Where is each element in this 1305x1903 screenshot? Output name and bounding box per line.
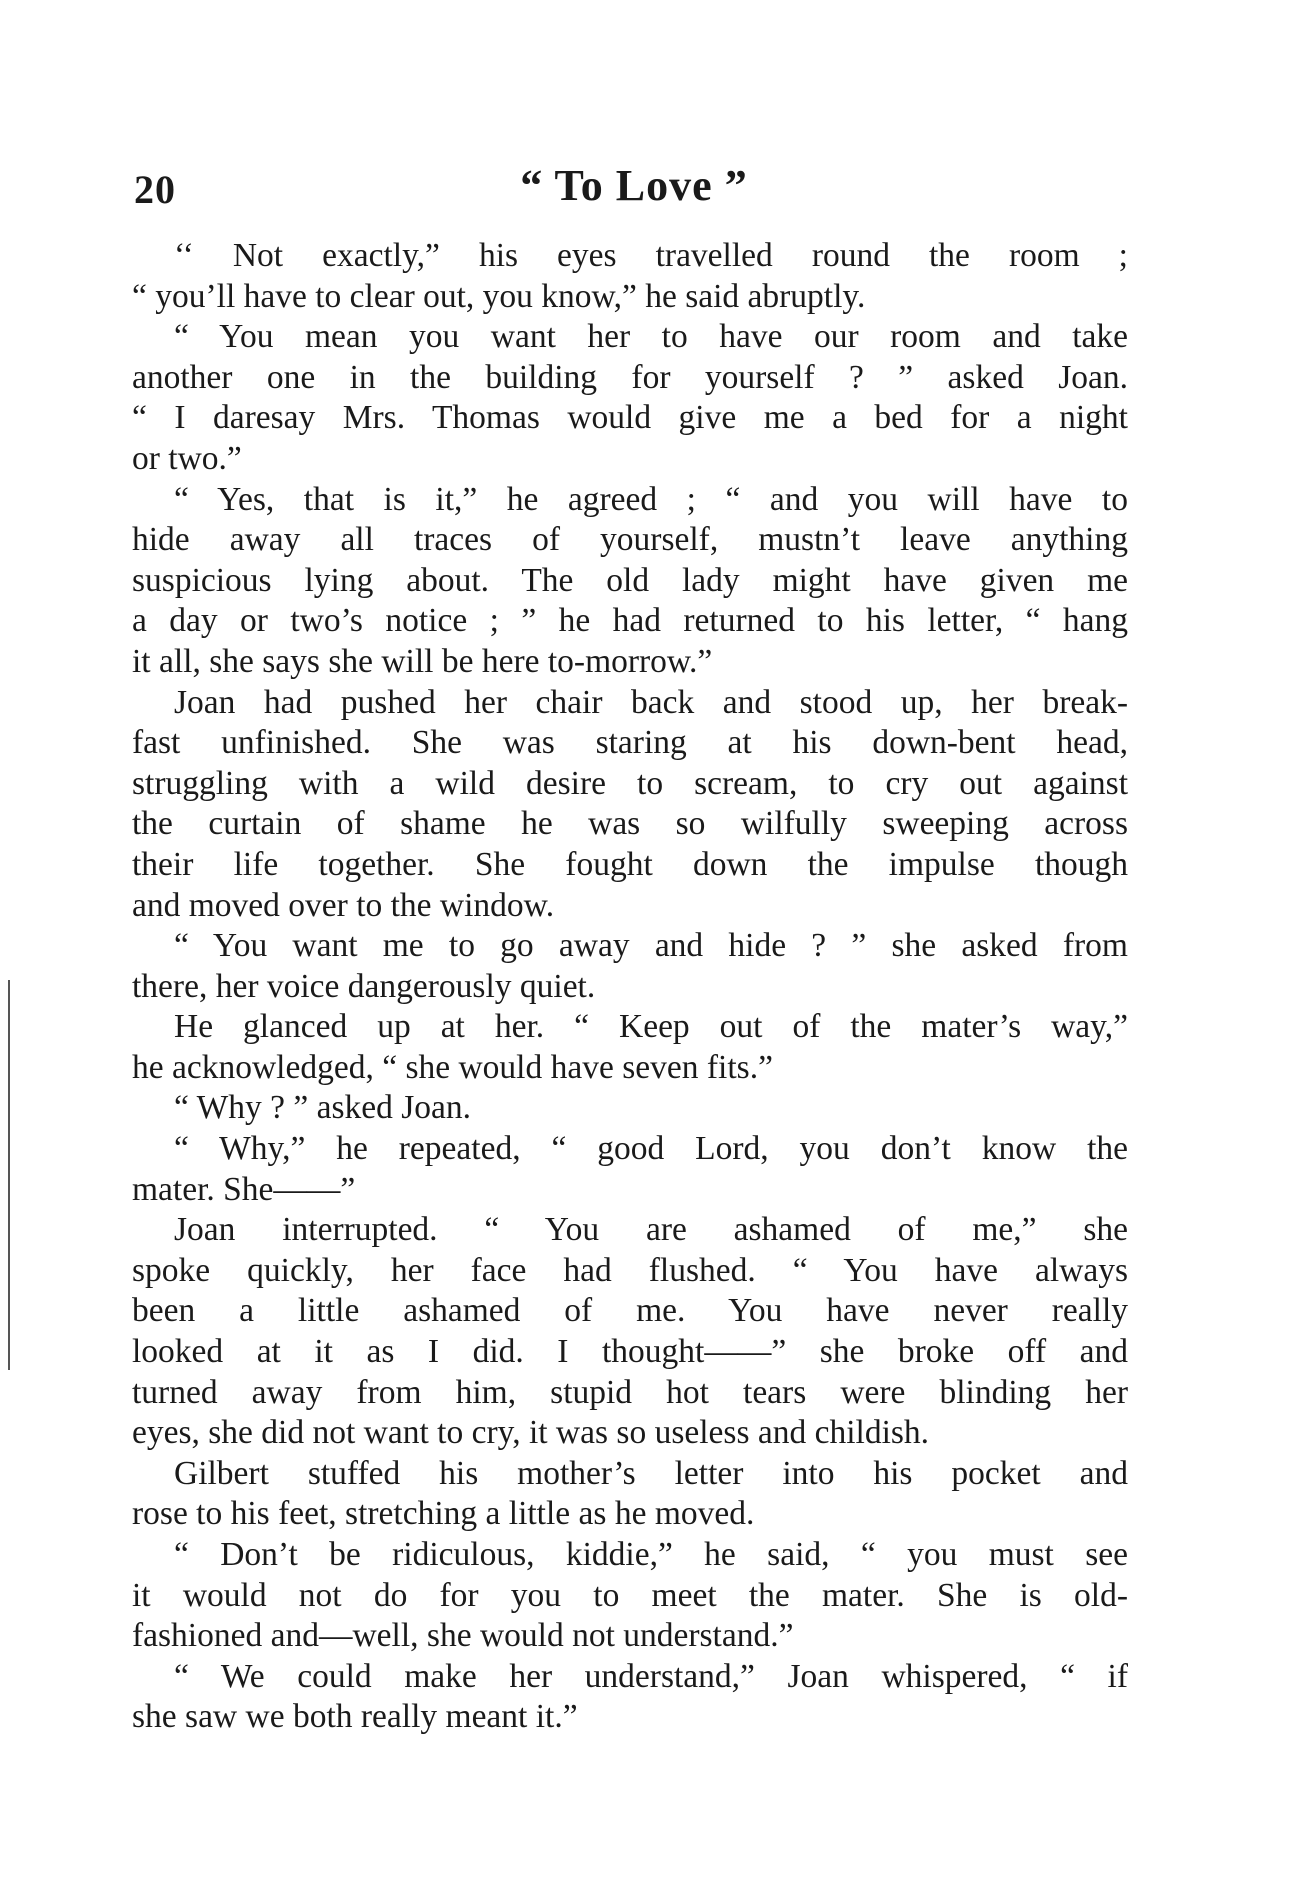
paragraph [132,480,1128,683]
text-line: hide away all traces of yourself, mustn’t leave anything [132,521,1128,559]
page-header [134,160,1134,220]
text-line: it would not do for you to meet the mater. She is old- [132,1576,1128,1614]
text-line: another one in the building for yourself ? ” asked Joan. [132,358,1128,396]
text-line: “ You mean you want her to have our room and take [174,318,1128,356]
text-line: Gilbert stuffed his mother’s letter into his pocket and [174,1454,1128,1492]
text-line: a day or two’s notice ; ” he had returned to his letter, “ hang [132,602,1128,640]
paragraph [132,1657,1128,1738]
text-line: been a little ashamed of me. You have never really [132,1292,1128,1330]
text-line: spoke quickly, her face had flushed. “ You have always [132,1251,1128,1289]
text-line: “ I daresay Mrs. Thomas would give me a bed for a night [132,399,1128,437]
text-line: eyes, she did not want to cry, it was so useless and childish. [132,1414,930,1452]
margin-scan-mark [8,980,10,1370]
text-line: suspicious lying about. The old lady might have given me [132,561,1128,599]
text-line: struggling with a wild desire to scream, to cry out against [132,764,1128,802]
paragraph [132,236,1128,317]
text-line: she saw we both really meant it.” [132,1698,578,1736]
paragraph [132,1535,1128,1657]
text-line: mater. She——” [132,1170,356,1208]
text-line: and moved over to the window. [132,886,555,924]
paragraph [132,1129,1128,1210]
text-line: their life together. She fought down the impulse though [132,845,1128,883]
text-line: fashioned and—well, she would not understand.” [132,1617,794,1655]
text-line: looked at it as I did. I thought——” she broke off and [132,1333,1128,1371]
text-line: fast unfinished. She was staring at his down-bent head, [132,724,1128,762]
running-title: “ To Love ” [520,161,748,210]
text-line: “ Yes, that is it,” he agreed ; “ and you will have to [174,480,1128,518]
text-line: the curtain of shame he was so wilfully sweeping across [132,805,1128,843]
paragraph [132,317,1128,479]
paragraph [132,683,1128,927]
text-line: “ You want me to go away and hide ? ” she asked from [174,927,1128,965]
text-line: he acknowledged, “ she would have seven fits.” [132,1048,773,1086]
text-line: “ you’ll have to clear out, you know,” he said abruptly. [132,277,866,315]
text-line: “ Why,” he repeated, “ good Lord, you don’t know the [174,1130,1128,1168]
body-text [132,236,1128,1738]
paragraph [132,926,1128,1007]
text-line: “ Why ? ” asked Joan. [174,1089,472,1127]
paragraph [132,1088,1128,1129]
text-line: Joan had pushed her chair back and stood up, her break- [174,683,1128,721]
text-line: Joan interrupted. “ You are ashamed of me,” she [174,1211,1128,1249]
page-number: 20 [134,167,176,212]
text-line: turned away from him, stupid hot tears were blinding her [132,1373,1128,1411]
text-line: there, her voice dangerously quiet. [132,967,596,1005]
paragraph [132,1454,1128,1535]
text-line: it all, she says she will be here to-morrow.” [132,642,713,680]
text-line: or two.” [132,439,242,477]
text-line: “ Don’t be ridiculous, kiddie,” he said, “ you must see [174,1536,1128,1573]
paragraph [132,1007,1128,1088]
text-line: ‘‘ Not exactly,” his eyes travelled round the room ; [174,237,1128,274]
paragraph [132,1210,1128,1454]
text-line: rose to his feet, stretching a little as he moved. [132,1495,755,1533]
text-line: “ We could make her understand,” Joan whispered, “ if [174,1657,1128,1695]
text-line: He glanced up at her. “ Keep out of the mater’s way,” [174,1008,1128,1046]
